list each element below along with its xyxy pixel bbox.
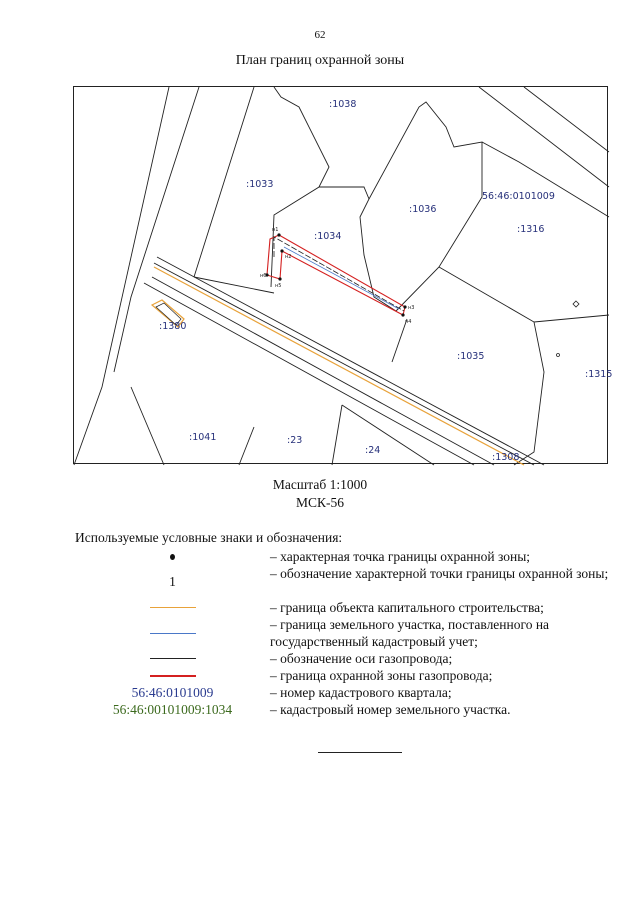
coord-system-text: МСК-56 xyxy=(295,495,344,510)
blue-line-icon xyxy=(150,633,196,634)
legend-text: – обозначение характерной точки границы охранной зоны; xyxy=(270,566,609,581)
legend-item xyxy=(75,548,620,565)
parcel-label: :1380 xyxy=(159,321,187,332)
red-line-icon xyxy=(150,675,196,677)
footer-rule xyxy=(318,752,402,753)
parcel-label: :1038 xyxy=(329,99,357,110)
legend-item xyxy=(75,684,620,701)
parcel-label: :1034 xyxy=(314,231,342,242)
quarter-number-symbol: 56:46:0101009 xyxy=(131,684,214,700)
boundary-left-strip-outer xyxy=(74,87,169,465)
legend-item xyxy=(75,650,620,667)
boundary-parcel-1033 xyxy=(194,87,274,293)
parcel-label: :1033 xyxy=(246,179,274,190)
quarter-label: 56:46:0101009 xyxy=(482,191,555,202)
legend-text: – граница земельного участка, поставленного на государственный кадастровый учет; xyxy=(270,617,550,649)
legend-text: – кадастровый номер земельного участка. xyxy=(270,702,511,717)
parcel-label: :1316 xyxy=(517,224,545,235)
legend-text: – номер кадастрового квартала; xyxy=(270,685,452,700)
point-label: н1 xyxy=(272,227,279,233)
point-label: н2 xyxy=(285,254,292,260)
point-dot-icon xyxy=(170,554,175,560)
legend-item xyxy=(75,599,620,616)
cadastral-number-symbol: 56:46:00101009:1034 xyxy=(112,701,233,717)
point-n3 xyxy=(403,305,406,308)
boundary-map xyxy=(73,86,613,464)
point-label: н4 xyxy=(405,319,412,325)
plan-title: План границ охранной зоны xyxy=(235,53,405,68)
black-line-icon xyxy=(150,658,196,659)
gas-pipeline-axis xyxy=(274,237,404,311)
scale-text: Масштаб 1:1000 xyxy=(272,477,368,492)
page-number: 62 xyxy=(314,29,326,41)
boundary-parcel-1035 xyxy=(439,267,544,465)
boundary-bottom-24 xyxy=(332,405,342,465)
boundary-bottom-23 xyxy=(239,427,254,465)
parcel-label: :24 xyxy=(365,445,381,456)
parcel-label: :1315 xyxy=(585,369,613,380)
land-plot-boundary xyxy=(284,247,399,309)
point-n1 xyxy=(277,233,280,236)
legend-text: – граница объекта капитального строительства; xyxy=(270,600,544,615)
legend-item xyxy=(75,667,620,684)
legend-title: Используемые условные знаки и обозначения: xyxy=(75,530,343,545)
boundary-parcel-1316 xyxy=(482,142,609,217)
legend-item xyxy=(75,701,620,718)
legend-item xyxy=(75,616,620,650)
point-n2 xyxy=(280,249,283,252)
legend xyxy=(75,548,620,718)
marker-circle xyxy=(557,354,560,357)
parcel-label: :1308 xyxy=(492,452,520,463)
point-label: н5 xyxy=(275,283,282,289)
boundary-top-right xyxy=(479,87,609,187)
marker-diamond xyxy=(573,301,579,307)
scale-block xyxy=(0,476,640,512)
parcel-label: :1035 xyxy=(457,351,485,362)
boundary-right-cut xyxy=(534,315,609,322)
legend-text: – обозначение оси газопровода; xyxy=(270,651,453,666)
parcel-label: :23 xyxy=(287,435,303,446)
boundary-bottom-1041 xyxy=(131,387,164,465)
parcel-label: :1041 xyxy=(189,432,217,443)
parcel-label: :1036 xyxy=(409,204,437,215)
orange-line-icon xyxy=(150,607,196,608)
point-n5 xyxy=(278,277,281,280)
point-label: н3 xyxy=(408,305,415,311)
point-number-symbol: 1 xyxy=(169,574,176,589)
point-label: н6 xyxy=(260,273,267,279)
point-n4 xyxy=(401,313,404,316)
legend-item xyxy=(75,565,620,599)
boundary-1035-left xyxy=(392,319,407,362)
boundary-parcel-1036 xyxy=(319,187,396,311)
legend-text: – граница охранной зоны газопровода; xyxy=(270,668,493,683)
legend-text: – характерная точка границы охранной зоны; xyxy=(270,549,531,564)
